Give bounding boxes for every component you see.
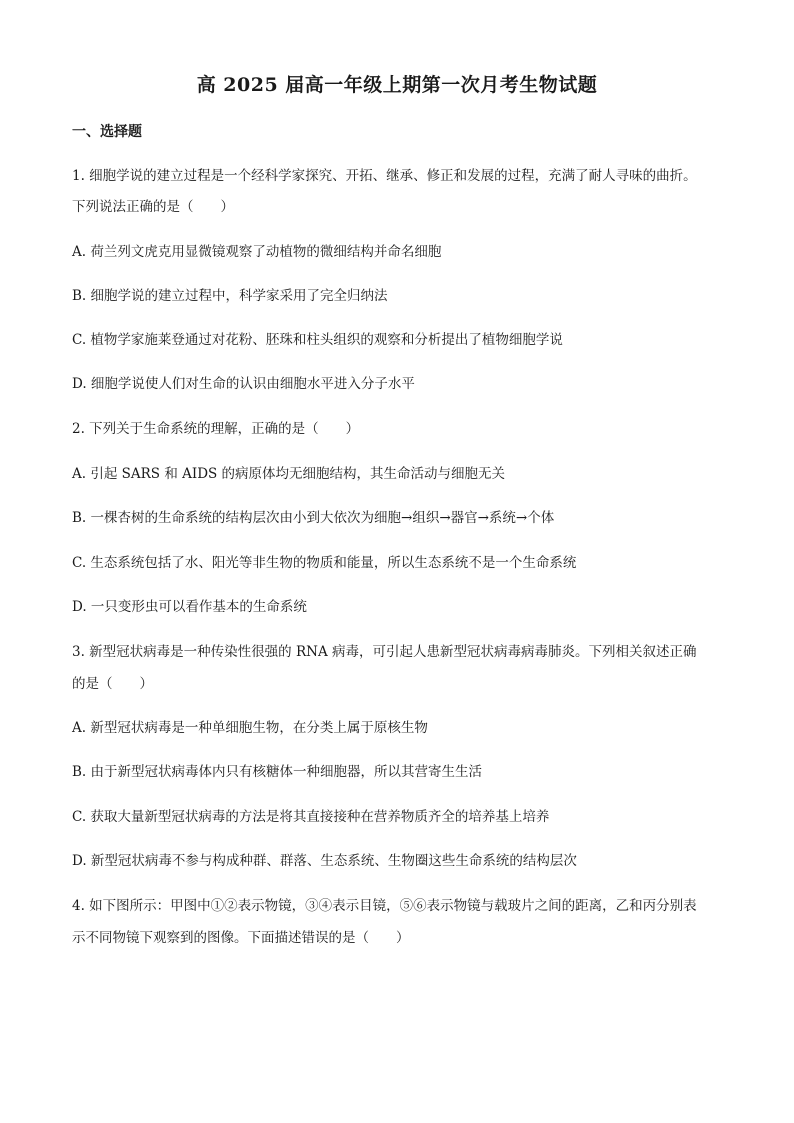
q1-stem-line2: 下列说法正确的是（ ） [72, 199, 234, 215]
q2-option-d: D. 一只变形虫可以看作基本的生命系统 [72, 599, 307, 615]
q3-option-b: B. 由于新型冠状病毒体内只有核糖体一种细胞器，所以其营寄生生活 [72, 764, 483, 780]
q3-option-d: D. 新型冠状病毒不参与构成种群、群落、生态系统、生物圈这些生命系统的结构层次 [72, 853, 577, 869]
q1-option-c: C. 植物学家施莱登通过对花粉、胚珠和柱头组织的观察和分析提出了植物细胞学说 [72, 332, 563, 348]
q4-stem-line1: 4. 如下图所示：甲图中①②表示物镜，③④表示目镜，⑤⑥表示物镜与载玻片之间的距离，乙和丙分别表 [72, 898, 697, 914]
q2-option-c: C. 生态系统包括了水、阳光等非生物的物质和能量，所以生态系统不是一个生命系统 [72, 555, 577, 571]
q3-stem-line1: 3. 新型冠状病毒是一种传染性很强的 RNA 病毒，可引起人患新型冠状病毒病毒肺炎。下列相关叙述正确 [72, 644, 697, 660]
q2-option-a: A. 引起 SARS 和 AIDS 的病原体均无细胞结构，其生命活动与细胞无关 [72, 466, 506, 482]
q3-option-a: A. 新型冠状病毒是一种单细胞生物，在分类上属于原核生物 [72, 720, 428, 736]
q3-option-c: C. 获取大量新型冠状病毒的方法是将其直接接种在营养物质齐全的培养基上培养 [72, 809, 550, 825]
q3-stem-line2: 的是（ ） [72, 676, 153, 692]
q1-option-d: D. 细胞学说使人们对生命的认识由细胞水平进入分子水平 [72, 376, 415, 392]
page-title: 高 2025 届高一年级上期第一次月考生物试题 [196, 74, 598, 96]
q1-stem-line1: 1. 细胞学说的建立过程是一个经科学家探究、开拓、继承、修正和发展的过程，充满了耐人寻味的曲折。 [72, 168, 697, 184]
q2-stem: 2. 下列关于生命系统的理解，正确的是（ ） [72, 421, 360, 437]
section-heading: 一、选择题 [72, 124, 142, 140]
q1-option-b: B. 细胞学说的建立过程中，科学家采用了完全归纳法 [72, 288, 388, 304]
q2-option-b: B. 一棵杏树的生命系统的结构层次由小到大依次为细胞→组织→器官→系统→个体 [72, 510, 555, 526]
q1-option-a: A. 荷兰列文虎克用显微镜观察了动植物的微细结构并命名细胞 [72, 244, 442, 260]
q4-stem-line2: 示不同物镜下观察到的图像。下面描述错误的是（ ） [72, 930, 410, 946]
